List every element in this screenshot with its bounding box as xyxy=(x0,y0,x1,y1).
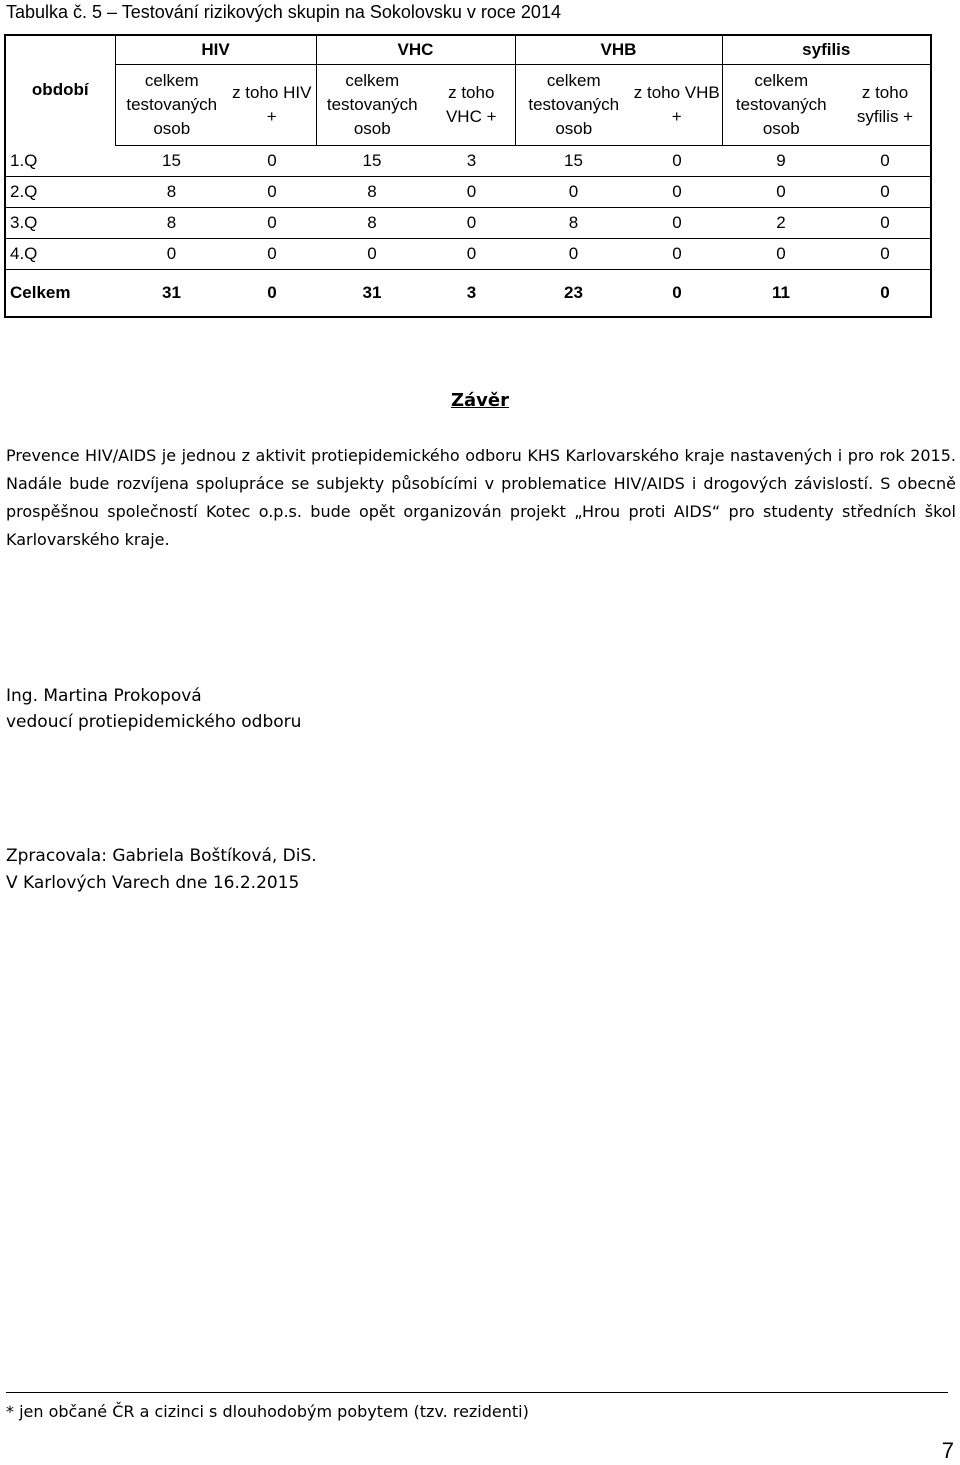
table-cell: 0 xyxy=(228,239,316,270)
total-cell: 0 xyxy=(267,283,277,302)
subheader-vhb-positive: z toho VHB + xyxy=(632,65,722,146)
table-cell: 0 xyxy=(632,146,722,177)
row-label: 4.Q xyxy=(5,239,115,270)
table-cell: 0 xyxy=(722,239,840,270)
testing-table xyxy=(4,34,932,318)
prepared-by: Zpracovala: Gabriela Boštíková, DiS. xyxy=(6,846,317,866)
subheader-vhb-total: celkem testovaných osob xyxy=(515,65,632,146)
table-caption: Tabulka č. 5 – Testování rizikových skupin na Sokolovsku v roce 2014 xyxy=(6,2,561,22)
row-label: 3.Q xyxy=(5,208,115,239)
conclusion-title: Závěr xyxy=(450,390,510,411)
table-cell: 0 xyxy=(722,177,840,208)
signature-name: Ing. Martina Prokopová xyxy=(6,686,202,706)
table-cell: 0 xyxy=(632,239,722,270)
subheader-vhc-positive: z toho VHC + xyxy=(428,65,515,146)
group-header-syfilis: syfilis xyxy=(722,35,931,65)
table-cell: 0 xyxy=(515,239,632,270)
table-cell: 8 xyxy=(316,208,428,239)
group-header-hiv: HIV xyxy=(115,35,316,65)
total-cell: 3 xyxy=(466,283,477,302)
subheader-syfilis-positive: z toho syfilis + xyxy=(840,65,931,146)
total-cell: 0 xyxy=(880,283,890,302)
row-label: 2.Q xyxy=(5,177,115,208)
table-cell: 0 xyxy=(428,239,515,270)
subheader-vhc-total: celkem testovaných osob xyxy=(316,65,428,146)
signature-role: vedoucí protiepidemického odboru xyxy=(6,712,302,732)
table-cell: 0 xyxy=(840,146,931,177)
table-cell: 2 xyxy=(722,208,840,239)
row-label: 1.Q xyxy=(5,146,115,177)
table-cell: 9 xyxy=(722,146,840,177)
total-label: Celkem xyxy=(10,283,71,302)
table-cell: 15 xyxy=(316,146,428,177)
page-number: 7 xyxy=(941,1438,954,1463)
conclusion-paragraph: Prevence HIV/AIDS je jednou z aktivit protiepidemického odboru KHS Karlovarského kraje nastavených i pro rok 2015. Nadále bude rozvíjena spolupráce se subjekty působícími v problematice HIV/AIDS i drogových závislostí. S obecně prospěšnou společností Kotec o.p.s. bude opět organizován projekt „Hrou proti AIDS“ pro studenty středních škol Karlovarského kraje. xyxy=(6,446,956,549)
table-cell: 0 xyxy=(428,208,515,239)
table-row xyxy=(5,146,931,177)
total-cell: 23 xyxy=(564,283,583,302)
table-cell: 0 xyxy=(228,146,316,177)
subheader-hiv-total: celkem testovaných osob xyxy=(115,65,228,146)
table-cell: 8 xyxy=(316,177,428,208)
total-cell: 0 xyxy=(672,283,682,302)
table-cell: 15 xyxy=(115,146,228,177)
table-cell: 0 xyxy=(228,177,316,208)
total-cell: 31 xyxy=(362,283,382,302)
table-cell: 8 xyxy=(115,208,228,239)
table-cell: 0 xyxy=(515,177,632,208)
footnote: * jen občané ČR a cizinci s dlouhodobým pobytem (tzv. rezidenti) xyxy=(6,1402,529,1421)
total-cell: 31 xyxy=(162,283,181,302)
period-header: období xyxy=(5,35,115,146)
table-cell: 0 xyxy=(428,177,515,208)
total-cell: 11 xyxy=(772,283,790,302)
table-cell: 0 xyxy=(840,239,931,270)
total-row xyxy=(5,270,931,318)
table-cell: 0 xyxy=(632,208,722,239)
table-row xyxy=(5,239,931,270)
table-cell: 0 xyxy=(316,239,428,270)
group-header-vhb: VHB xyxy=(515,35,722,65)
table-cell: 0 xyxy=(840,208,931,239)
footnote-divider xyxy=(6,1392,948,1393)
group-header-vhc: VHC xyxy=(316,35,515,65)
subheader-hiv-positive: z toho HIV + xyxy=(228,65,316,146)
table-row xyxy=(5,177,931,208)
table-cell: 0 xyxy=(632,177,722,208)
table-cell: 0 xyxy=(840,177,931,208)
table-cell: 8 xyxy=(515,208,632,239)
table-cell: 3 xyxy=(428,146,515,177)
subheader-syfilis-total: celkem testovaných osob xyxy=(722,65,840,146)
table-cell: 0 xyxy=(115,239,228,270)
table-cell: 15 xyxy=(515,146,632,177)
table-cell: 8 xyxy=(115,177,228,208)
place-date: V Karlových Varech dne 16.2.2015 xyxy=(6,873,300,893)
table-cell: 0 xyxy=(228,208,316,239)
table-row xyxy=(5,208,931,239)
